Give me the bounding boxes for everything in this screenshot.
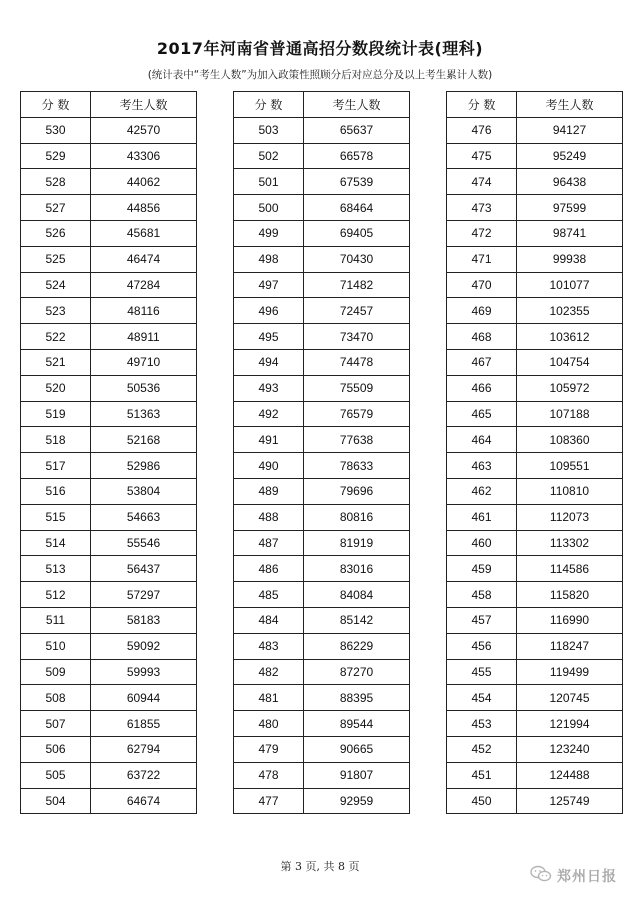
table-row <box>447 143 623 169</box>
table-row <box>447 169 623 195</box>
watermark <box>530 866 617 886</box>
score-cell: 469 <box>447 298 517 324</box>
table-row <box>447 453 623 479</box>
count-cell: 89544 <box>304 711 410 737</box>
score-cell: 498 <box>234 246 304 272</box>
count-cell: 78633 <box>304 453 410 479</box>
count-cell: 58183 <box>91 607 197 633</box>
count-cell: 88395 <box>304 685 410 711</box>
score-cell: 451 <box>447 762 517 788</box>
score-table-3 <box>446 91 623 814</box>
score-cell: 476 <box>447 117 517 143</box>
count-cell: 110810 <box>517 478 623 504</box>
count-cell: 76579 <box>304 401 410 427</box>
score-cell: 481 <box>234 685 304 711</box>
table-row <box>234 478 410 504</box>
score-cell: 516 <box>21 478 91 504</box>
score-cell: 530 <box>21 117 91 143</box>
score-cell: 504 <box>21 788 91 814</box>
score-cell: 515 <box>21 504 91 530</box>
count-cell: 66578 <box>304 143 410 169</box>
score-cell: 509 <box>21 659 91 685</box>
count-cell: 49710 <box>91 349 197 375</box>
count-cell: 61855 <box>91 711 197 737</box>
table-row <box>234 633 410 659</box>
table-row <box>234 736 410 762</box>
page-title: 2017年河南省普通高招分数段统计表(理科) <box>156 39 484 58</box>
header-score: 分 数 <box>234 92 304 118</box>
score-cell: 474 <box>447 169 517 195</box>
table-row <box>21 607 197 633</box>
table-row <box>234 246 410 272</box>
score-cell: 484 <box>234 607 304 633</box>
score-cell: 457 <box>447 607 517 633</box>
table-row <box>234 298 410 324</box>
score-cell: 487 <box>234 530 304 556</box>
count-cell: 44062 <box>91 169 197 195</box>
wechat-icon <box>530 865 552 887</box>
score-cell: 480 <box>234 711 304 737</box>
score-cell: 501 <box>234 169 304 195</box>
count-cell: 109551 <box>517 453 623 479</box>
count-cell: 94127 <box>517 117 623 143</box>
count-cell: 80816 <box>304 504 410 530</box>
table-row <box>447 349 623 375</box>
count-cell: 60944 <box>91 685 197 711</box>
score-cell: 521 <box>21 349 91 375</box>
table-row <box>447 272 623 298</box>
table-row <box>447 788 623 814</box>
table-row <box>447 117 623 143</box>
header-score: 分 数 <box>21 92 91 118</box>
table-row <box>21 375 197 401</box>
table-row <box>21 169 197 195</box>
table-row <box>21 478 197 504</box>
table-row <box>234 762 410 788</box>
table-row <box>21 633 197 659</box>
count-cell: 59092 <box>91 633 197 659</box>
count-cell: 83016 <box>304 556 410 582</box>
score-cell: 468 <box>447 324 517 350</box>
count-cell: 120745 <box>517 685 623 711</box>
score-cell: 464 <box>447 427 517 453</box>
score-cell: 472 <box>447 220 517 246</box>
table-row <box>447 685 623 711</box>
table-row <box>234 272 410 298</box>
score-cell: 495 <box>234 324 304 350</box>
count-cell: 45681 <box>91 220 197 246</box>
count-cell: 102355 <box>517 298 623 324</box>
count-cell: 86229 <box>304 633 410 659</box>
table-row <box>21 220 197 246</box>
table-row <box>234 504 410 530</box>
table-row <box>234 453 410 479</box>
count-cell: 87270 <box>304 659 410 685</box>
table-row <box>21 504 197 530</box>
count-cell: 69405 <box>304 220 410 246</box>
table-row <box>447 530 623 556</box>
score-cell: 478 <box>234 762 304 788</box>
count-cell: 79696 <box>304 478 410 504</box>
table-row <box>234 685 410 711</box>
count-cell: 114586 <box>517 556 623 582</box>
count-cell: 107188 <box>517 401 623 427</box>
score-cell: 500 <box>234 195 304 221</box>
score-cell: 482 <box>234 659 304 685</box>
table-row <box>447 711 623 737</box>
table-row <box>447 401 623 427</box>
table-row <box>21 117 197 143</box>
count-cell: 98741 <box>517 220 623 246</box>
table-header-row <box>21 92 197 118</box>
count-cell: 115820 <box>517 582 623 608</box>
table-row <box>234 659 410 685</box>
count-cell: 53804 <box>91 478 197 504</box>
score-cell: 470 <box>447 272 517 298</box>
score-cell: 463 <box>447 453 517 479</box>
score-cell: 456 <box>447 633 517 659</box>
score-cell: 511 <box>21 607 91 633</box>
score-cell: 508 <box>21 685 91 711</box>
count-cell: 97599 <box>517 195 623 221</box>
table-row <box>21 143 197 169</box>
table-row <box>447 478 623 504</box>
score-cell: 462 <box>447 478 517 504</box>
score-cell: 461 <box>447 504 517 530</box>
table-row <box>447 375 623 401</box>
table-row <box>21 427 197 453</box>
score-cell: 486 <box>234 556 304 582</box>
table-row <box>447 220 623 246</box>
count-cell: 124488 <box>517 762 623 788</box>
table-row <box>447 427 623 453</box>
score-cell: 467 <box>447 349 517 375</box>
count-cell: 77638 <box>304 427 410 453</box>
count-cell: 103612 <box>517 324 623 350</box>
score-cell: 452 <box>447 736 517 762</box>
table-row <box>234 556 410 582</box>
score-cell: 489 <box>234 478 304 504</box>
count-cell: 42570 <box>91 117 197 143</box>
score-cell: 479 <box>234 736 304 762</box>
score-cell: 496 <box>234 298 304 324</box>
table-row <box>447 504 623 530</box>
count-cell: 46474 <box>91 246 197 272</box>
count-cell: 56437 <box>91 556 197 582</box>
table-row <box>234 788 410 814</box>
count-cell: 113302 <box>517 530 623 556</box>
score-cell: 460 <box>447 530 517 556</box>
score-cell: 510 <box>21 633 91 659</box>
score-cell: 527 <box>21 195 91 221</box>
count-cell: 55546 <box>91 530 197 556</box>
header-count: 考生人数 <box>517 92 623 118</box>
watermark-text: 郑州日报 <box>557 869 617 885</box>
table-row <box>21 246 197 272</box>
table-row <box>234 711 410 737</box>
table-row <box>234 143 410 169</box>
table-header-row <box>447 92 623 118</box>
score-cell: 483 <box>234 633 304 659</box>
page-footer: 第 3 页, 共 8 页 <box>280 860 360 873</box>
count-cell: 62794 <box>91 736 197 762</box>
table-row <box>447 246 623 272</box>
table-row <box>21 349 197 375</box>
count-cell: 123240 <box>517 736 623 762</box>
score-cell: 459 <box>447 556 517 582</box>
table-row <box>447 633 623 659</box>
table-row <box>21 272 197 298</box>
table-row <box>234 169 410 195</box>
score-cell: 506 <box>21 736 91 762</box>
score-cell: 526 <box>21 220 91 246</box>
table-row <box>21 582 197 608</box>
score-cell: 490 <box>234 453 304 479</box>
count-cell: 105972 <box>517 375 623 401</box>
score-cell: 518 <box>21 427 91 453</box>
count-cell: 50536 <box>91 375 197 401</box>
count-cell: 43306 <box>91 143 197 169</box>
score-cell: 524 <box>21 272 91 298</box>
count-cell: 116990 <box>517 607 623 633</box>
score-cell: 488 <box>234 504 304 530</box>
table-row <box>447 582 623 608</box>
table-row <box>234 117 410 143</box>
header-score: 分 数 <box>447 92 517 118</box>
table-header-row <box>234 92 410 118</box>
table-row <box>447 195 623 221</box>
table-row <box>234 349 410 375</box>
table-row <box>21 401 197 427</box>
count-cell: 54663 <box>91 504 197 530</box>
count-cell: 59993 <box>91 659 197 685</box>
count-cell: 67539 <box>304 169 410 195</box>
score-cell: 502 <box>234 143 304 169</box>
count-cell: 71482 <box>304 272 410 298</box>
score-cell: 473 <box>447 195 517 221</box>
score-cell: 522 <box>21 324 91 350</box>
score-cell: 471 <box>447 246 517 272</box>
score-cell: 520 <box>21 375 91 401</box>
table-row <box>447 762 623 788</box>
score-cell: 475 <box>447 143 517 169</box>
table-row <box>21 530 197 556</box>
count-cell: 90665 <box>304 736 410 762</box>
score-cell: 503 <box>234 117 304 143</box>
count-cell: 70430 <box>304 246 410 272</box>
score-cell: 512 <box>21 582 91 608</box>
table-row <box>21 298 197 324</box>
count-cell: 75509 <box>304 375 410 401</box>
table-row <box>234 195 410 221</box>
count-cell: 99938 <box>517 246 623 272</box>
count-cell: 96438 <box>517 169 623 195</box>
score-table-2 <box>233 91 410 814</box>
count-cell: 125749 <box>517 788 623 814</box>
count-cell: 85142 <box>304 607 410 633</box>
table-row <box>234 375 410 401</box>
count-cell: 48911 <box>91 324 197 350</box>
count-cell: 84084 <box>304 582 410 608</box>
count-cell: 52986 <box>91 453 197 479</box>
count-cell: 52168 <box>91 427 197 453</box>
count-cell: 57297 <box>91 582 197 608</box>
score-cell: 450 <box>447 788 517 814</box>
score-cell: 523 <box>21 298 91 324</box>
count-cell: 104754 <box>517 349 623 375</box>
score-cell: 517 <box>21 453 91 479</box>
score-cell: 493 <box>234 375 304 401</box>
count-cell: 91807 <box>304 762 410 788</box>
score-cell: 499 <box>234 220 304 246</box>
table-row <box>447 736 623 762</box>
score-cell: 497 <box>234 272 304 298</box>
table-row <box>21 324 197 350</box>
header-count: 考生人数 <box>304 92 410 118</box>
count-cell: 72457 <box>304 298 410 324</box>
score-cell: 477 <box>234 788 304 814</box>
table-row <box>447 556 623 582</box>
count-cell: 81919 <box>304 530 410 556</box>
table-row <box>234 530 410 556</box>
count-cell: 108360 <box>517 427 623 453</box>
count-cell: 68464 <box>304 195 410 221</box>
header-count: 考生人数 <box>91 92 197 118</box>
page-subtitle: (统计表中“考生人数”为加入政策性照顾分后对应总分及以上考生累计人数) <box>147 69 493 81</box>
score-cell: 505 <box>21 762 91 788</box>
table-row <box>234 582 410 608</box>
score-cell: 455 <box>447 659 517 685</box>
count-cell: 121994 <box>517 711 623 737</box>
count-cell: 51363 <box>91 401 197 427</box>
count-cell: 101077 <box>517 272 623 298</box>
count-cell: 63722 <box>91 762 197 788</box>
score-cell: 519 <box>21 401 91 427</box>
score-cell: 529 <box>21 143 91 169</box>
count-cell: 118247 <box>517 633 623 659</box>
table-row <box>21 711 197 737</box>
count-cell: 48116 <box>91 298 197 324</box>
score-table-1 <box>20 91 197 814</box>
table-row <box>447 607 623 633</box>
count-cell: 73470 <box>304 324 410 350</box>
score-cell: 528 <box>21 169 91 195</box>
count-cell: 47284 <box>91 272 197 298</box>
score-cell: 453 <box>447 711 517 737</box>
count-cell: 112073 <box>517 504 623 530</box>
table-row <box>447 298 623 324</box>
score-cell: 514 <box>21 530 91 556</box>
score-cell: 494 <box>234 349 304 375</box>
table-row <box>234 427 410 453</box>
table-row <box>234 324 410 350</box>
score-cell: 491 <box>234 427 304 453</box>
table-row <box>234 401 410 427</box>
score-cell: 513 <box>21 556 91 582</box>
count-cell: 44856 <box>91 195 197 221</box>
table-row <box>21 659 197 685</box>
count-cell: 64674 <box>91 788 197 814</box>
count-cell: 74478 <box>304 349 410 375</box>
score-cell: 466 <box>447 375 517 401</box>
table-row <box>21 736 197 762</box>
table-row <box>234 220 410 246</box>
count-cell: 95249 <box>517 143 623 169</box>
table-row <box>447 659 623 685</box>
score-cell: 507 <box>21 711 91 737</box>
count-cell: 65637 <box>304 117 410 143</box>
table-row <box>447 324 623 350</box>
table-row <box>21 556 197 582</box>
table-row <box>21 685 197 711</box>
score-cell: 485 <box>234 582 304 608</box>
count-cell: 119499 <box>517 659 623 685</box>
score-cell: 458 <box>447 582 517 608</box>
table-row <box>21 195 197 221</box>
table-row <box>21 788 197 814</box>
count-cell: 92959 <box>304 788 410 814</box>
table-row <box>234 607 410 633</box>
score-cell: 525 <box>21 246 91 272</box>
table-row <box>21 762 197 788</box>
score-cell: 454 <box>447 685 517 711</box>
score-cell: 465 <box>447 401 517 427</box>
table-row <box>21 453 197 479</box>
score-cell: 492 <box>234 401 304 427</box>
